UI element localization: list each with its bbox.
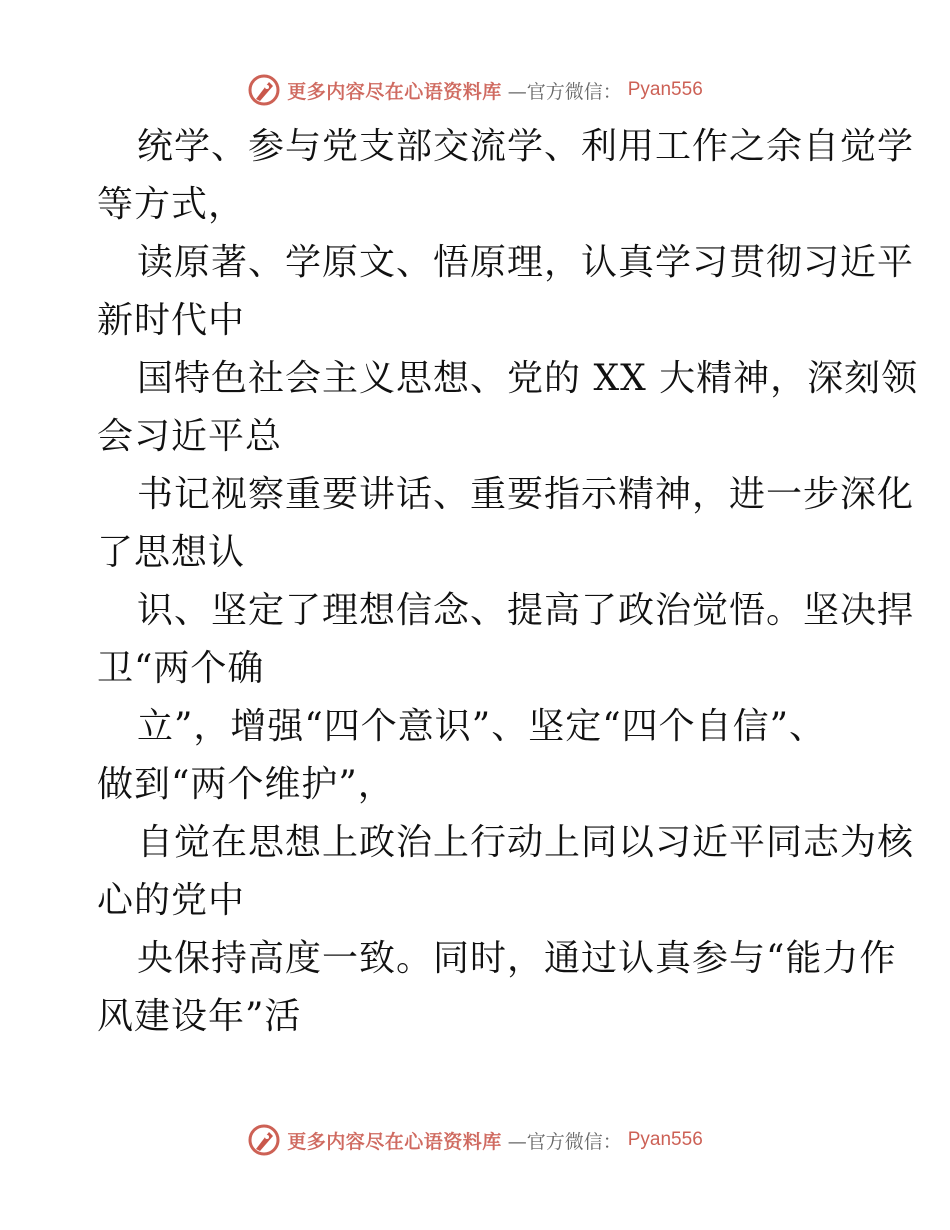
text-line: 会习近平总 xyxy=(97,416,283,457)
footer-brand-text: 更多内容尽在心语资料库 xyxy=(287,1130,502,1153)
text-line: 书记视察重要讲话、重要指示精神，进一步深化 xyxy=(137,474,915,515)
pen-nib-logo-icon xyxy=(247,1123,281,1157)
text-line: 央保持高度一致。同时，通过认真参与“能力作 xyxy=(137,938,897,979)
header-wechat-label: —官方微信： xyxy=(507,80,622,103)
footer-banner xyxy=(0,1120,950,1160)
header-brand-text: 更多内容尽在心语资料库 xyxy=(287,80,502,103)
text-line: 等方式， xyxy=(97,184,246,225)
text-line: 卫“两个确 xyxy=(97,648,265,689)
header-wechat-id: Pyan556 xyxy=(627,79,703,100)
text-line: 风建设年”活 xyxy=(97,996,302,1037)
text-line: 自觉在思想上政治上行动上同以习近平同志为核 xyxy=(137,822,915,863)
text-line: 了思想认 xyxy=(97,532,246,573)
text-line: 国特色社会主义思想、党的 XX 大精神，深刻领 xyxy=(137,358,919,399)
text-line: 识、坚定了理想信念、提高了政治觉悟。坚决捍 xyxy=(137,590,915,631)
text-line: 统学、参与党支部交流学、利用工作之余自觉学 xyxy=(137,126,915,167)
document-body xyxy=(97,118,919,1046)
footer-wechat-id: Pyan556 xyxy=(627,1129,703,1150)
pen-nib-logo-icon xyxy=(247,73,281,107)
text-line: 新时代中 xyxy=(97,300,246,341)
text-line: 读原著、学原文、悟原理，认真学习贯彻习近平 xyxy=(137,242,915,283)
text-line: 心的党中 xyxy=(97,880,246,921)
footer-wechat-label: —官方微信： xyxy=(507,1130,622,1153)
text-line: 立”，增强“四个意识”、坚定“四个自信”、 xyxy=(137,706,827,747)
header-banner xyxy=(0,70,950,110)
text-line: 做到“两个维护”， xyxy=(97,764,395,805)
